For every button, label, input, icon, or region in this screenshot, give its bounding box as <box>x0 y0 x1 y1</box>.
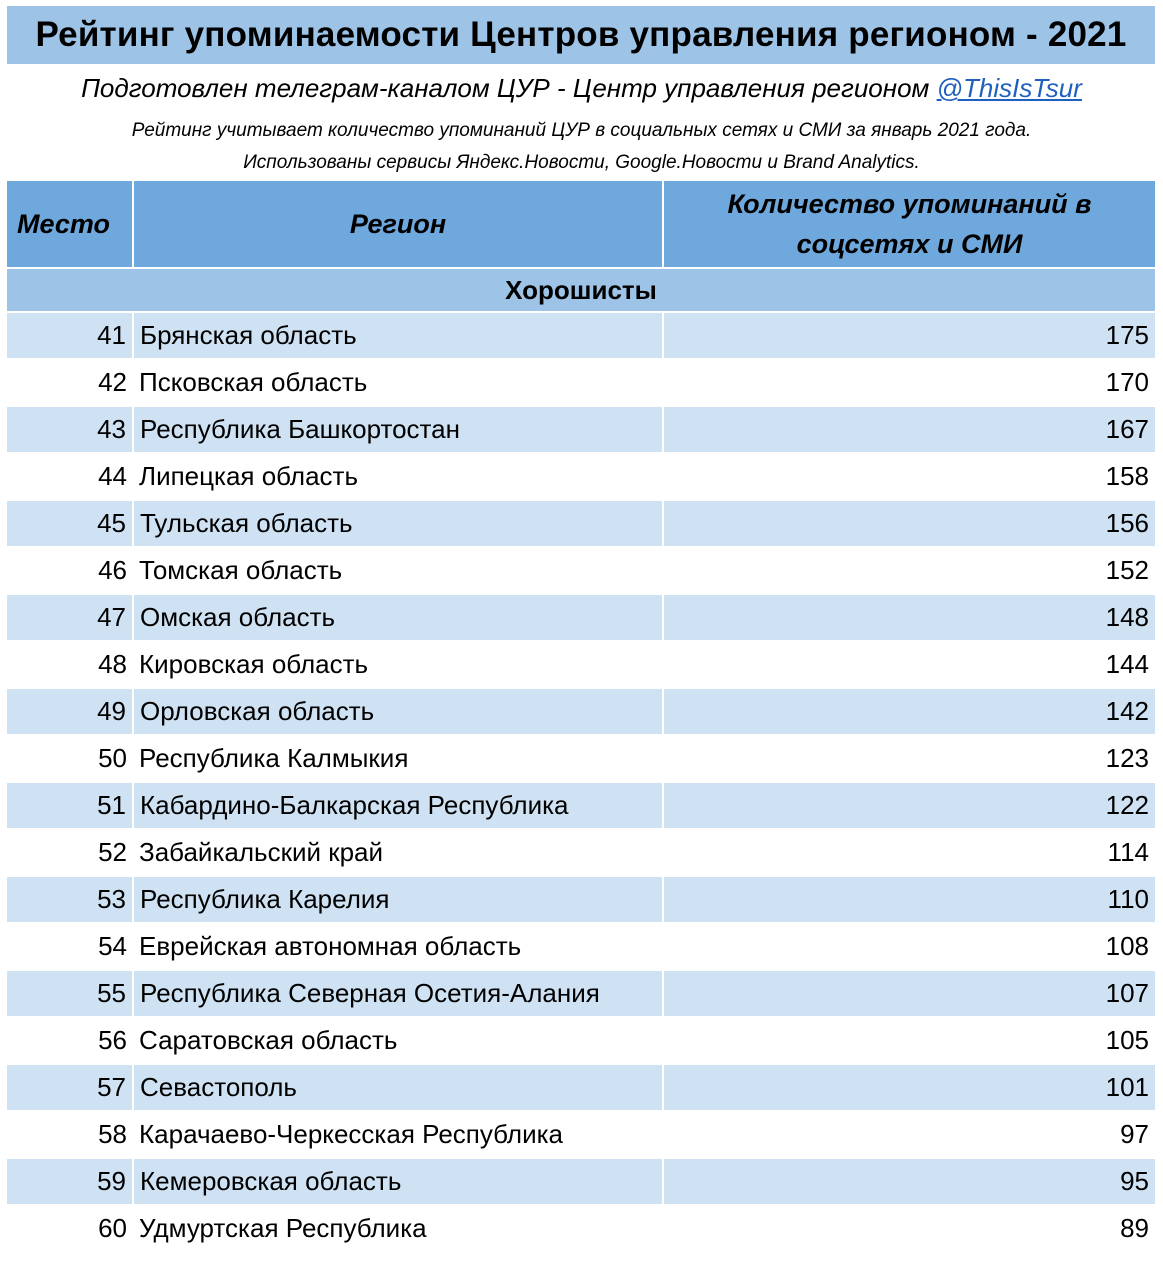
cell-place: 45 <box>7 500 133 547</box>
cell-region: Республика Калмыкия <box>133 735 663 782</box>
table-row <box>7 1017 1155 1064</box>
table-row <box>7 688 1155 735</box>
table-row <box>7 876 1155 923</box>
cell-region: Орловская область <box>133 688 663 735</box>
cell-count: 122 <box>663 782 1155 829</box>
cell-region: Кемеровская область <box>133 1158 663 1205</box>
column-header-count-line2: соцсетях и СМИ <box>796 229 1023 259</box>
table-row <box>7 359 1155 406</box>
column-header-count-line1: Количество упоминаний в <box>727 189 1092 219</box>
table-row <box>7 1205 1155 1252</box>
cell-place: 56 <box>7 1017 133 1064</box>
table-row <box>7 923 1155 970</box>
methodology-note-2: Использованы сервисы Яндекс.Новости, Google.Новости и Brand Analytics. <box>243 152 920 173</box>
cell-place: 60 <box>7 1205 133 1252</box>
cell-place: 53 <box>7 876 133 923</box>
group-label: Хорошисты <box>7 268 1155 312</box>
cell-place: 43 <box>7 406 133 453</box>
cell-region: Липецкая область <box>133 453 663 500</box>
table-header-row <box>7 181 1155 268</box>
cell-place: 46 <box>7 547 133 594</box>
cell-count: 95 <box>663 1158 1155 1205</box>
cell-region: Брянская область <box>133 312 663 359</box>
cell-count: 101 <box>663 1064 1155 1111</box>
cell-count: 167 <box>663 406 1155 453</box>
cell-region: Саратовская область <box>133 1017 663 1064</box>
cell-place: 55 <box>7 970 133 1017</box>
cell-region: Тульская область <box>133 500 663 547</box>
cell-region: Омская область <box>133 594 663 641</box>
cell-count: 89 <box>663 1205 1155 1252</box>
cell-place: 41 <box>7 312 133 359</box>
cell-region: Забайкальский край <box>133 829 663 876</box>
cell-place: 59 <box>7 1158 133 1205</box>
table-row <box>7 782 1155 829</box>
cell-region: Томская область <box>133 547 663 594</box>
cell-place: 57 <box>7 1064 133 1111</box>
cell-count: 148 <box>663 594 1155 641</box>
column-header-region: Регион <box>133 181 663 268</box>
cell-place: 49 <box>7 688 133 735</box>
table-row <box>7 594 1155 641</box>
cell-count: 156 <box>663 500 1155 547</box>
table-row <box>7 453 1155 500</box>
cell-place: 44 <box>7 453 133 500</box>
cell-place: 48 <box>7 641 133 688</box>
cell-region: Еврейская автономная область <box>133 923 663 970</box>
cell-count: 105 <box>663 1017 1155 1064</box>
table-row <box>7 500 1155 547</box>
cell-place: 54 <box>7 923 133 970</box>
table-row <box>7 1158 1155 1205</box>
table-row <box>7 970 1155 1017</box>
cell-count: 144 <box>663 641 1155 688</box>
page-title <box>7 6 1155 64</box>
cell-region: Республика Карелия <box>133 876 663 923</box>
cell-count: 114 <box>663 829 1155 876</box>
cell-region: Республика Северная Осетия-Алания <box>133 970 663 1017</box>
table-row <box>7 406 1155 453</box>
subtitle-text: Подготовлен телеграм-каналом ЦУР - Центр управления регионом <box>81 73 937 103</box>
cell-count: 110 <box>663 876 1155 923</box>
cell-region: Севастополь <box>133 1064 663 1111</box>
cell-region: Карачаево-Черкесская Республика <box>133 1111 663 1158</box>
table-row <box>7 735 1155 782</box>
rating-table <box>7 181 1155 1253</box>
cell-count: 158 <box>663 453 1155 500</box>
cell-region: Удмуртская Республика <box>133 1205 663 1252</box>
cell-place: 47 <box>7 594 133 641</box>
cell-count: 152 <box>663 547 1155 594</box>
table-row <box>7 547 1155 594</box>
cell-count: 170 <box>663 359 1155 406</box>
cell-region: Республика Башкортостан <box>133 406 663 453</box>
cell-place: 51 <box>7 782 133 829</box>
table-row <box>7 829 1155 876</box>
cell-place: 50 <box>7 735 133 782</box>
cell-place: 52 <box>7 829 133 876</box>
table-row <box>7 1111 1155 1158</box>
cell-count: 175 <box>663 312 1155 359</box>
cell-count: 107 <box>663 970 1155 1017</box>
table-row <box>7 641 1155 688</box>
cell-count: 97 <box>663 1111 1155 1158</box>
telegram-handle-link[interactable]: @ThisIsTsur <box>936 73 1082 103</box>
cell-region: Кировская область <box>133 641 663 688</box>
cell-place: 42 <box>7 359 133 406</box>
cell-count: 123 <box>663 735 1155 782</box>
page-title-text: Рейтинг упоминаемости Центров управления регионом - 2021 <box>35 15 1127 54</box>
column-header-count <box>663 181 1155 268</box>
methodology-note-1: Рейтинг учитывает количество упоминаний ЦУР в социальных сетях и СМИ за январь 2021 года. <box>131 120 1032 141</box>
cell-region: Псковская область <box>133 359 663 406</box>
table-row <box>7 312 1155 359</box>
table-row <box>7 1064 1155 1111</box>
cell-count: 108 <box>663 923 1155 970</box>
cell-count: 142 <box>663 688 1155 735</box>
column-header-place: Место <box>7 181 133 268</box>
subtitle <box>0 70 1163 106</box>
group-row <box>7 268 1155 312</box>
cell-place: 58 <box>7 1111 133 1158</box>
cell-region: Кабардино-Балкарская Республика <box>133 782 663 829</box>
